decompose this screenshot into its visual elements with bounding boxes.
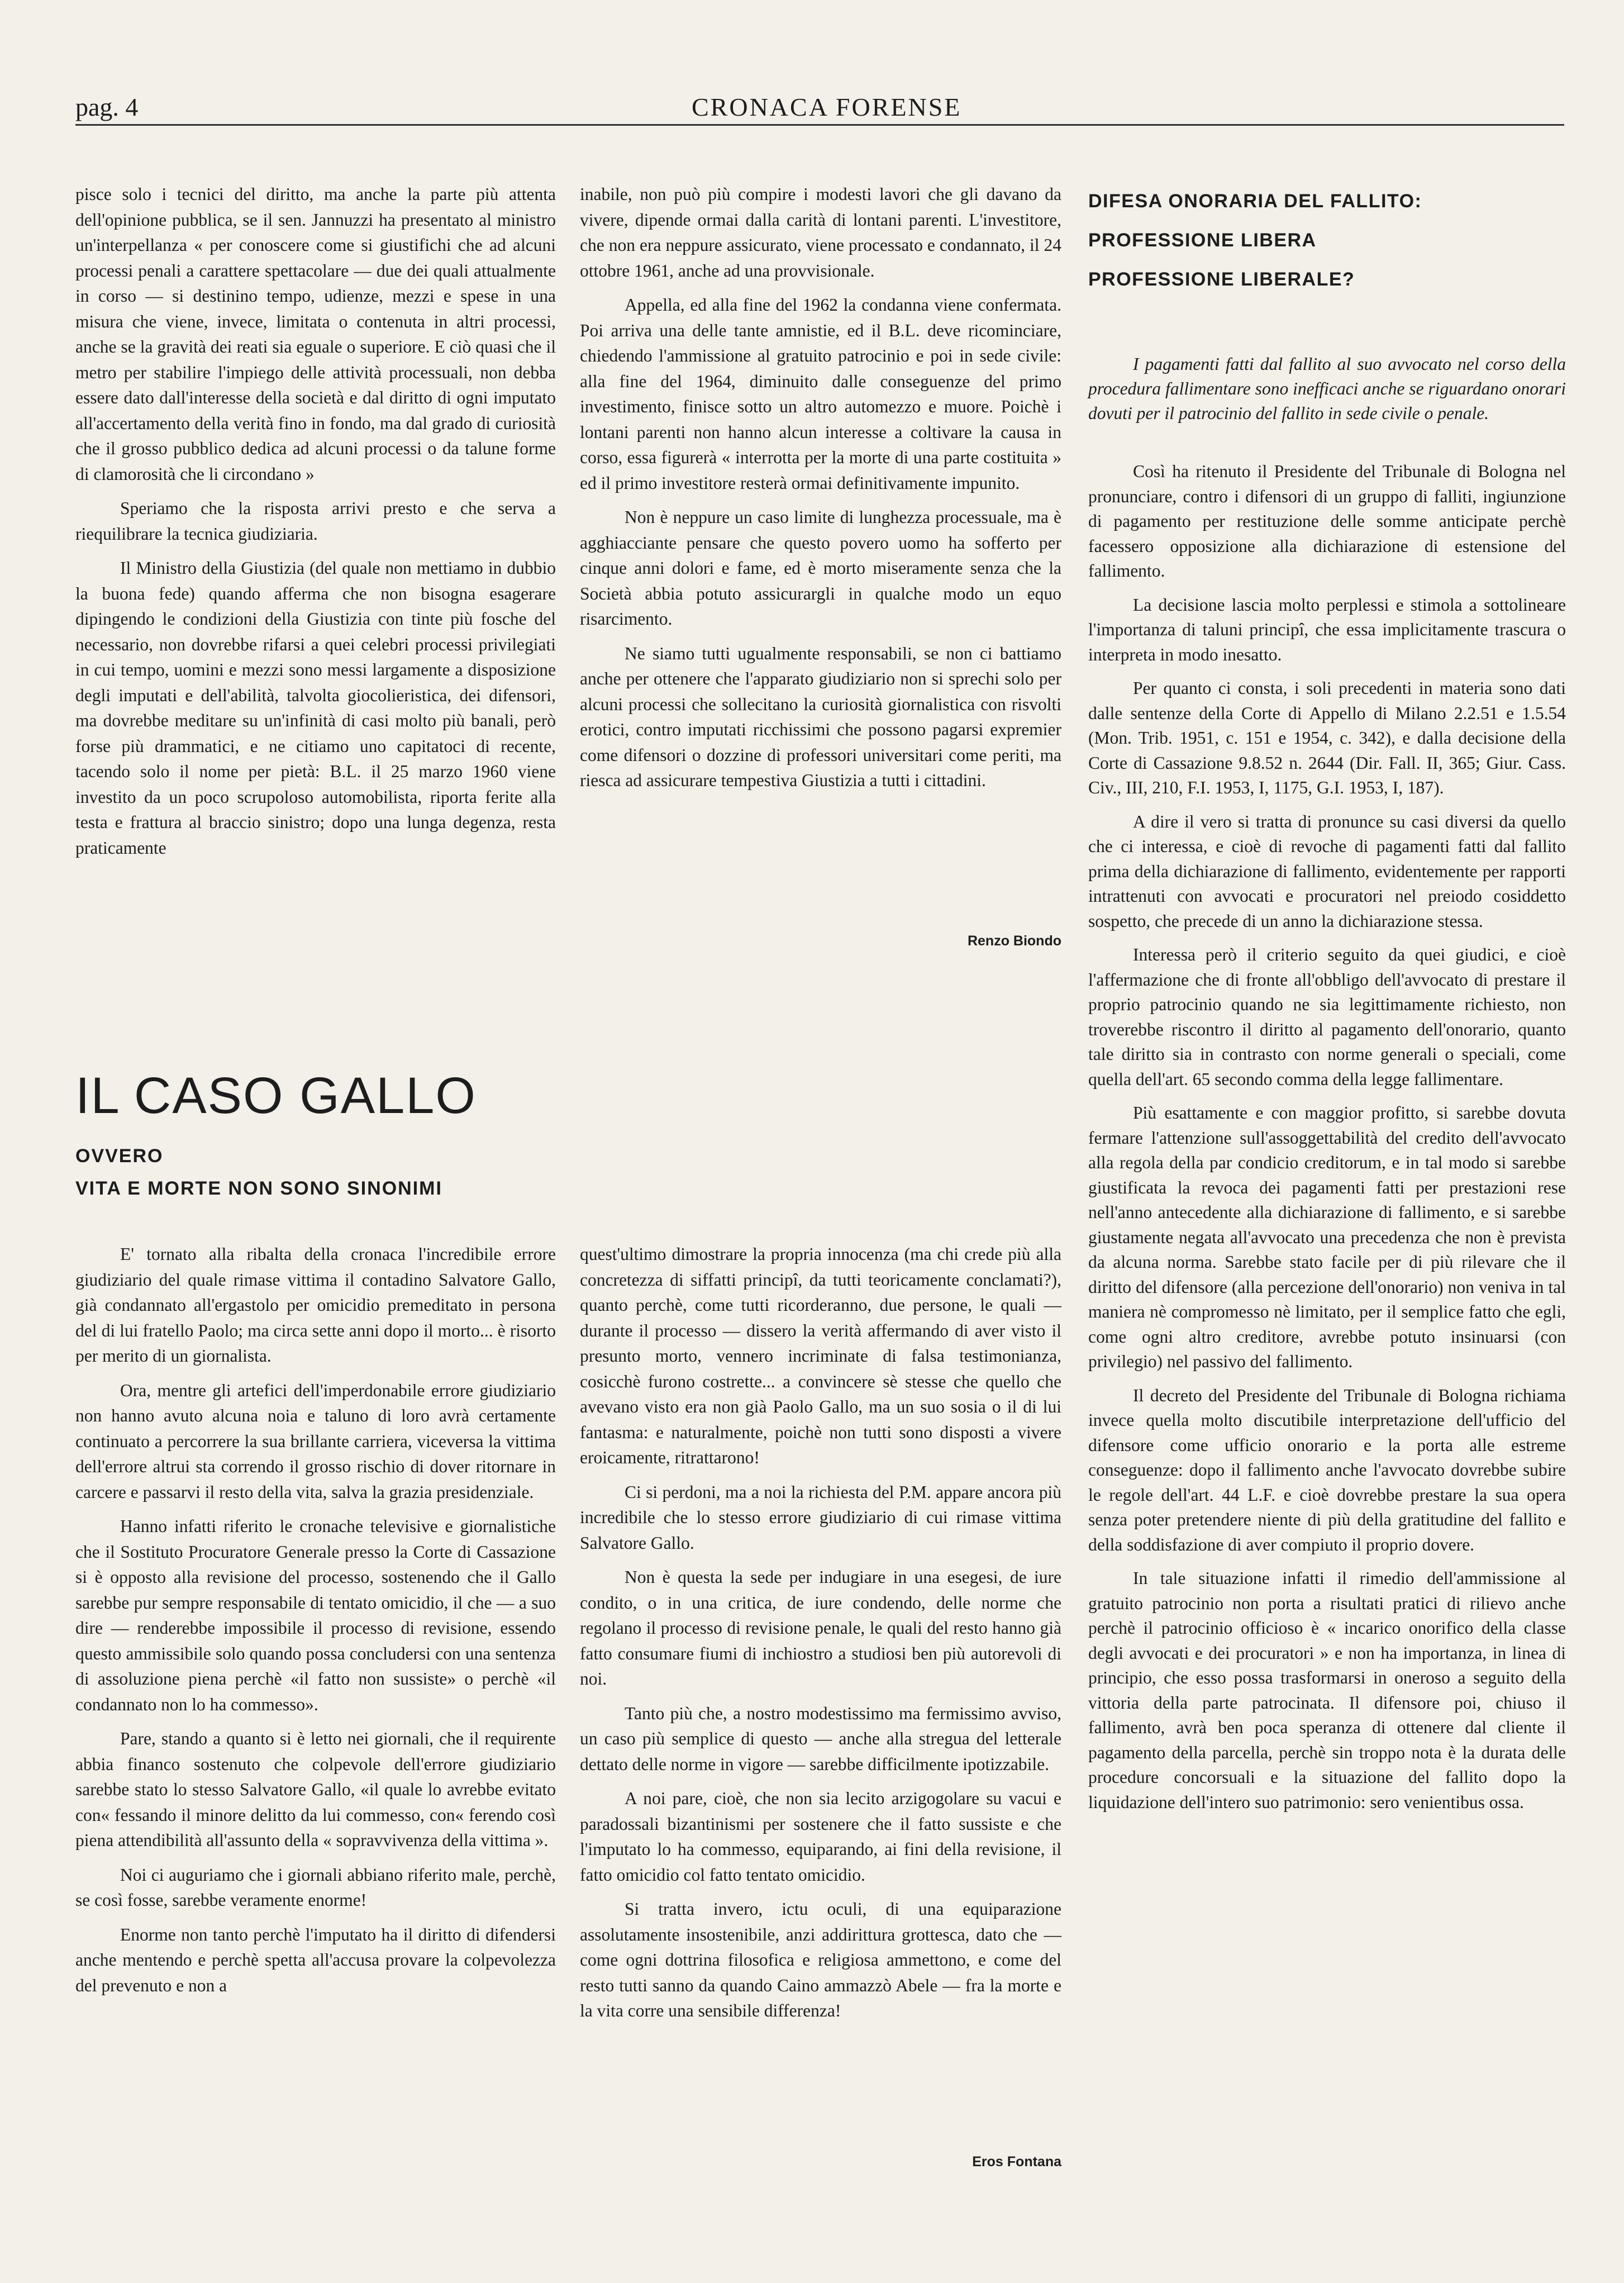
article1-paragraph: inabile, non può più compire i modesti lavori che gli davano da vivere, dipende ormai dalla carità di lontani parenti. L'investitore, che non era neppure assicurato, viene processato e condannato, il 24 ottobre 1961, anche ad una provvisionale.: [580, 184, 1061, 280]
article3-headline: [1088, 182, 1524, 299]
article1-column2: [580, 182, 1061, 793]
article2-paragraph: A noi pare, cioè, che non sia lecito arzigogolare su vacui e paradossali bizantinismi per sostenere che il fatto sussiste e che l'imputato lo ha commesso, equiparando, ai fini della revisione, il fatto omicidio col fatto tentato omicidio.: [580, 1789, 1061, 1885]
article2-paragraph: Enorme non tanto perchè l'imputato ha il diritto di difendersi anche mentendo e perchè spetta all'accusa provare la colpevolezza del prevenuto e non a: [75, 1924, 556, 1995]
article3-summary-text: I pagamenti fatti dal fallito al suo avvocato nel corso della procedura fallimentare sono inefficaci anche se riguardano onorari dovuti per il patrocinio del fallito in sede civile o penale.: [1088, 354, 1566, 423]
article2-column2: [580, 1242, 1061, 2024]
article2-column1: [75, 1242, 556, 1998]
header-rule: [75, 124, 1564, 126]
article2-subtitle-line2: VITA E MORTE NON SONO SINONIMI: [75, 1178, 442, 1199]
article2-paragraph: Si tratta invero, ictu oculi, di una equiparazione assolutamente insostenibile, anzi addirittura grottesca, dato che — come ogni dottrina filosofica e religiosa ammettono, e come del resto tutti sanno da quando Caino ammazzò Abele — fra la morte e la vita corre una sensibile differenza!: [580, 1899, 1061, 2020]
article3-paragraph: Interessa però il criterio seguito da quei giudici, e cioè l'affermazione che di fronte all'obbligo dell'avvocato di prestare il proprio patrocinio quando ne sia legittimamente richiesto, non troverebbe riscontro il diritto al pagamento dell'onorario, quanto tale diritto sia in contrasto con norme generali o speciali, come quella dell'art. 65 secondo comma della legge fallimentare.: [1088, 945, 1566, 1089]
article2-title: IL CASO GALLO: [75, 1067, 477, 1124]
article3-paragraph: Il decreto del Presidente del Tribunale di Bologna richiama invece quella molto discutibile interpretazione dell'ufficio del difensore come ufficio onorario e la porta alle estreme conseguenze: dopo il fallimento anche l'avvocato dovrebbe subire le regole dell'art. 44 L.F. e cioè dovrebbe prestare la sua opera senza poter pretendere niente di più della gratitudine del fallito e della soddisfazione di aver compiuto il proprio dovere.: [1088, 1385, 1566, 1554]
article2-paragraph: Ci si perdoni, ma a noi la richiesta del P.M. appare ancora più incredibile che lo stesso errore giudiziario di cui rimase vittima Salvatore Gallo.: [580, 1482, 1061, 1553]
article1-paragraph: Appella, ed alla fine del 1962 la condanna viene confermata. Poi arriva una delle tante amnistie, ed il B.L. deve ricominciare, chiedendo l'ammissione al gratuito patrocinio e poi in sede civile: alla fine del 1964, diminuito dalle conseguenze del primo investimento, finisce sotto un altro automezzo e muore. Poichè i lontani parenti non hanno alcun interesse a coltivare la causa in corso, essa figurerà « interrotta per la morte di una parte costituita » ed il primo investitore resterà ormai definitivamente impunito.: [580, 295, 1061, 493]
article1-paragraph: Speriamo che la risposta arrivi presto e che serva a riequilibrare la tecnica giudiziaria.: [75, 498, 556, 544]
article1-author: Renzo Biondo: [967, 933, 1061, 949]
article2-author: Eros Fontana: [972, 2154, 1061, 2170]
article3-headline-line3: PROFESSIONE LIBERALE?: [1088, 269, 1355, 290]
page-number: pag. 4: [75, 93, 139, 121]
journal-title: CRONACA FORENSE: [692, 93, 962, 121]
article3-paragraph: La decisione lascia molto perplessi e stimola a sottolineare l'importanza di taluni principî, che essa implicitamente trascura o interpreta in modo inesatto.: [1088, 594, 1566, 664]
article2-subtitle-line1: OVVERO: [75, 1145, 164, 1167]
article3-paragraph: In tale situazione infatti il rimedio dell'ammissione al gratuito patrocinio non porta a risultati pratici di rilievo anche perchè il patrocinio officioso è « incarico onorifico della classe degli avvocati e dei procuratori » e non ha importanza, in linea di principio, che esso possa trasformarsi in oneroso a seguito della vittoria della parte patrocinata. Il difensore poi, chiuso il fallimento, avrà ben poca speranza di ottenere dal cliente il pagamento della parcella, perchè sin troppo nota è la durata delle procedure concorsuali e la situazione del fallito dopo la liquidazione dell'intero suo patrimonio: sero venientibus ossa.: [1088, 1568, 1566, 1812]
article1-paragraph: Ne siamo tutti ugualmente responsabili, se non ci battiamo anche per ottenere che l'apparato giudiziario non si sprechi solo per alcuni processi che sollecitano la curiosità giornalistica con risvolti erotici, contro imputati ricchissimi che possono pagarsi expremier come difensori o dozzine di professori universitari come periti, ma riesca ad assicurare tempestiva Giustizia a tutti i cittadini.: [580, 643, 1061, 790]
article2-paragraph: quest'ultimo dimostrare la propria innocenza (ma chi crede più alla concretezza di siffatti principî, da tutti teoricamente conclamati?), quanto perchè, come tutti ricorderanno, due persone, le quali — durante il processo — dissero la verità affermando di aver visto il presunto morto, vennero incriminate di falsa testimonianza, cosicchè furono costrette... a convincere sè stesse che quello che avevano visto era non già Paolo Gallo, ma un suo sosia o il di lui fantasma: e naturalmente, poichè non tutti sono disposti a vivere eroicamente, ritrattarono!: [580, 1244, 1061, 1467]
article3-summary: [1088, 352, 1566, 426]
article3-headline-line1: DIFESA ONORARIA DEL FALLITO:: [1088, 191, 1422, 212]
article1-paragraph: pisce solo i tecnici del diritto, ma anche la parte più attenta dell'opinione pubblica, se il sen. Jannuzzi ha presentato al ministro un'interpellanza « per conoscere come si giustifichi che ad alcuni processi penali a carattere spettacolare — due dei quali attualmente in corso — si destinino tempo, udienze, mezzi e spese in una misura che viene, invece, limitata o contenuta in altri processi, anche se la gravità dei reati sia eguale o superiore. E ciò quasi che il metro per stabilire l'impiego delle attività processuali, non debba essere dato dall'interesse della società e dal diritto di ogni imputato all'accertamento della verità fino in fondo, ma dal grado di curiosità che il grosso pubblico dedica ad alcuni processi o da talune forme di clamorosità che li circondano »: [75, 184, 556, 484]
article2-paragraph: Pare, stando a quanto si è letto nei giornali, che il requirente abbia financo sostenuto che colpevole dell'errore giudiziario sarebbe stato lo stesso Salvatore Gallo, «il quale lo avrebbe evitato con« fessando il minore delitto da lui commesso, con« ferendo così piena attendibilità all'assunto della « sopravvivenza della vittima ».: [75, 1729, 556, 1850]
article3-headline-line2: PROFESSIONE LIBERA: [1088, 230, 1317, 251]
article1-column1: [75, 182, 556, 860]
article2-paragraph: Tanto più che, a nostro modestissimo ma fermissimo avviso, un caso più semplice di questo — anche alla stregua del letterale dettato delle norme in vigore — sarebbe difficilmente ipotizzabile.: [580, 1703, 1061, 1774]
article2-paragraph: E' tornato alla ribalta della cronaca l'incredibile errore giudiziario del quale rimase vittima il contadino Salvatore Gallo, già condannato all'ergastolo per omicidio premeditato in persona del di lui fratello Paolo; ma circa sette anni dopo il morto... è risorto per merito di un giornalista.: [75, 1244, 556, 1366]
article3-paragraph: A dire il vero si tratta di pronunce su casi diversi da quello che ci interessa, e cioè di revoche di pagamenti fatti dal fallito prima della dichiarazione di fallimento, evidentemente per rapporti intrattenuti con avvocati e procuratori nel preiodo cosiddetto sospetto, che precede di un anno la dichiarazione stessa.: [1088, 811, 1566, 931]
article2-paragraph: Hanno infatti riferito le cronache televisive e giornalistiche che il Sostituto Procuratore Generale presso la Corte di Cassazione si è opposto alla revisione del processo, sostenendo che il Gallo sarebbe pur sempre responsabile di tentato omicidio, il che — a suo dire — renderebbe impossibile il processo di revisione, essendo questo ammissibile solo quando possa concludersi con una sentenza di assoluzione piena perchè «il fatto non sussiste» o perchè «il condannato non lo ha commesso».: [75, 1516, 556, 1714]
article3-paragraph: Più esattamente e con maggior profitto, si sarebbe dovuta fermare l'attenzione sull'assoggettabilità del credito dell'avvocato alla regola della par condicio creditorum, e in tal modo si sarebbe giustificata la revoca dei pagamenti fatti per prestazioni rese nell'anno antecedente alla dichiarazione di fallimento, e si sarebbe giustamente negata all'avvocato una precedenza che non è prevista da alcuna norma. Sarebbe stato facile per di più rilevare che il diritto del difensore (alla percezione dell'onorario) non veniva in tal maniera nè compromesso nè limitato, per il semplice fatto che egli, come ogni altro creditore, avrebbe potuto insinuarsi (con privilegio) nel passivo del fallimento.: [1088, 1103, 1566, 1371]
article3-paragraph: Così ha ritenuto il Presidente del Tribunale di Bologna nel pronunciare, contro i difensori di un gruppo di falliti, ingiunzione di pagamento per restituzione delle somme anticipate perchè facessero opposizione alla dichiarazione di estensione del fallimento.: [1088, 462, 1566, 581]
article2-paragraph: Non è questa la sede per indugiare in una esegesi, de iure condito, o in una critica, de iure condendo, delle norme che regolano il processo di revisione penale, le quali del resto hanno già fatto consumare fiumi di inchiostro a studiosi ben più autorevoli di noi.: [580, 1567, 1061, 1689]
article1-paragraph: Il Ministro della Giustizia (del quale non mettiamo in dubbio la buona fede) quando afferma che non bisogna esagerare dipingendo le condizioni della Giustizia con tinte più fosche del necessario, non dovrebbe rifarsi a quei celebri processi privilegiati in cui tempo, uomini e mezzi sono messi largamente a disposizione degli imputati e dell'abilità, talvolta giocolieristica, dei difensori, ma dovrebbe meditare su un'infinità di casi molto più banali, però forse più drammatici, e ne citiamo uno capitatoci di recente, tacendo solo il nome per pietà: B.L. il 25 marzo 1960 viene investito da un poco scrupoloso automobilista, riporta ferite alla testa e frattura al braccio sinistro; dopo una lunga degenza, resta praticamente: [75, 558, 556, 858]
article3-column: [1088, 459, 1566, 1815]
article2-subtitle: [75, 1140, 442, 1205]
article3-paragraph: Per quanto ci consta, i soli precedenti in materia sono dati dalle sentenze della Corte di Appello di Milano 2.2.51 e 1.5.54 (Mon. Trib. 1951, c. 151 e 1954, c. 342), e dalla decisione della Corte di Cassazione 9.8.52 n. 2644 (Dir. Fall. II, 365; Giur. Cass. Civ., III, 210, F.I. 1953, I, 1175, G.I. 1953, I, 187).: [1088, 678, 1566, 797]
article1-paragraph: Non è neppure un caso limite di lunghezza processuale, ma è agghiacciante pensare che questo povero uomo ha sofferto per cinque anni dolori e fame, ed è morto miseramente senza che la Società abbia potuto assicurargli in qualche modo un equo risarcimento.: [580, 507, 1061, 629]
article2-paragraph: Ora, mentre gli artefici dell'imperdonabile errore giudiziario non hanno avuto alcuna noia e taluno di loro avrà certamente continuato a percorrere la sua brillante carriera, viceversa la vittima dell'errore altrui sta correndo il grosso rischio di dover ritornare in carcere e passarvi il resto della vita, salva la grazia presidenziale.: [75, 1380, 556, 1502]
article2-paragraph: Noi ci auguriamo che i giornali abbiano riferito male, perchè, se così fosse, sarebbe veramente enorme!: [75, 1865, 556, 1910]
